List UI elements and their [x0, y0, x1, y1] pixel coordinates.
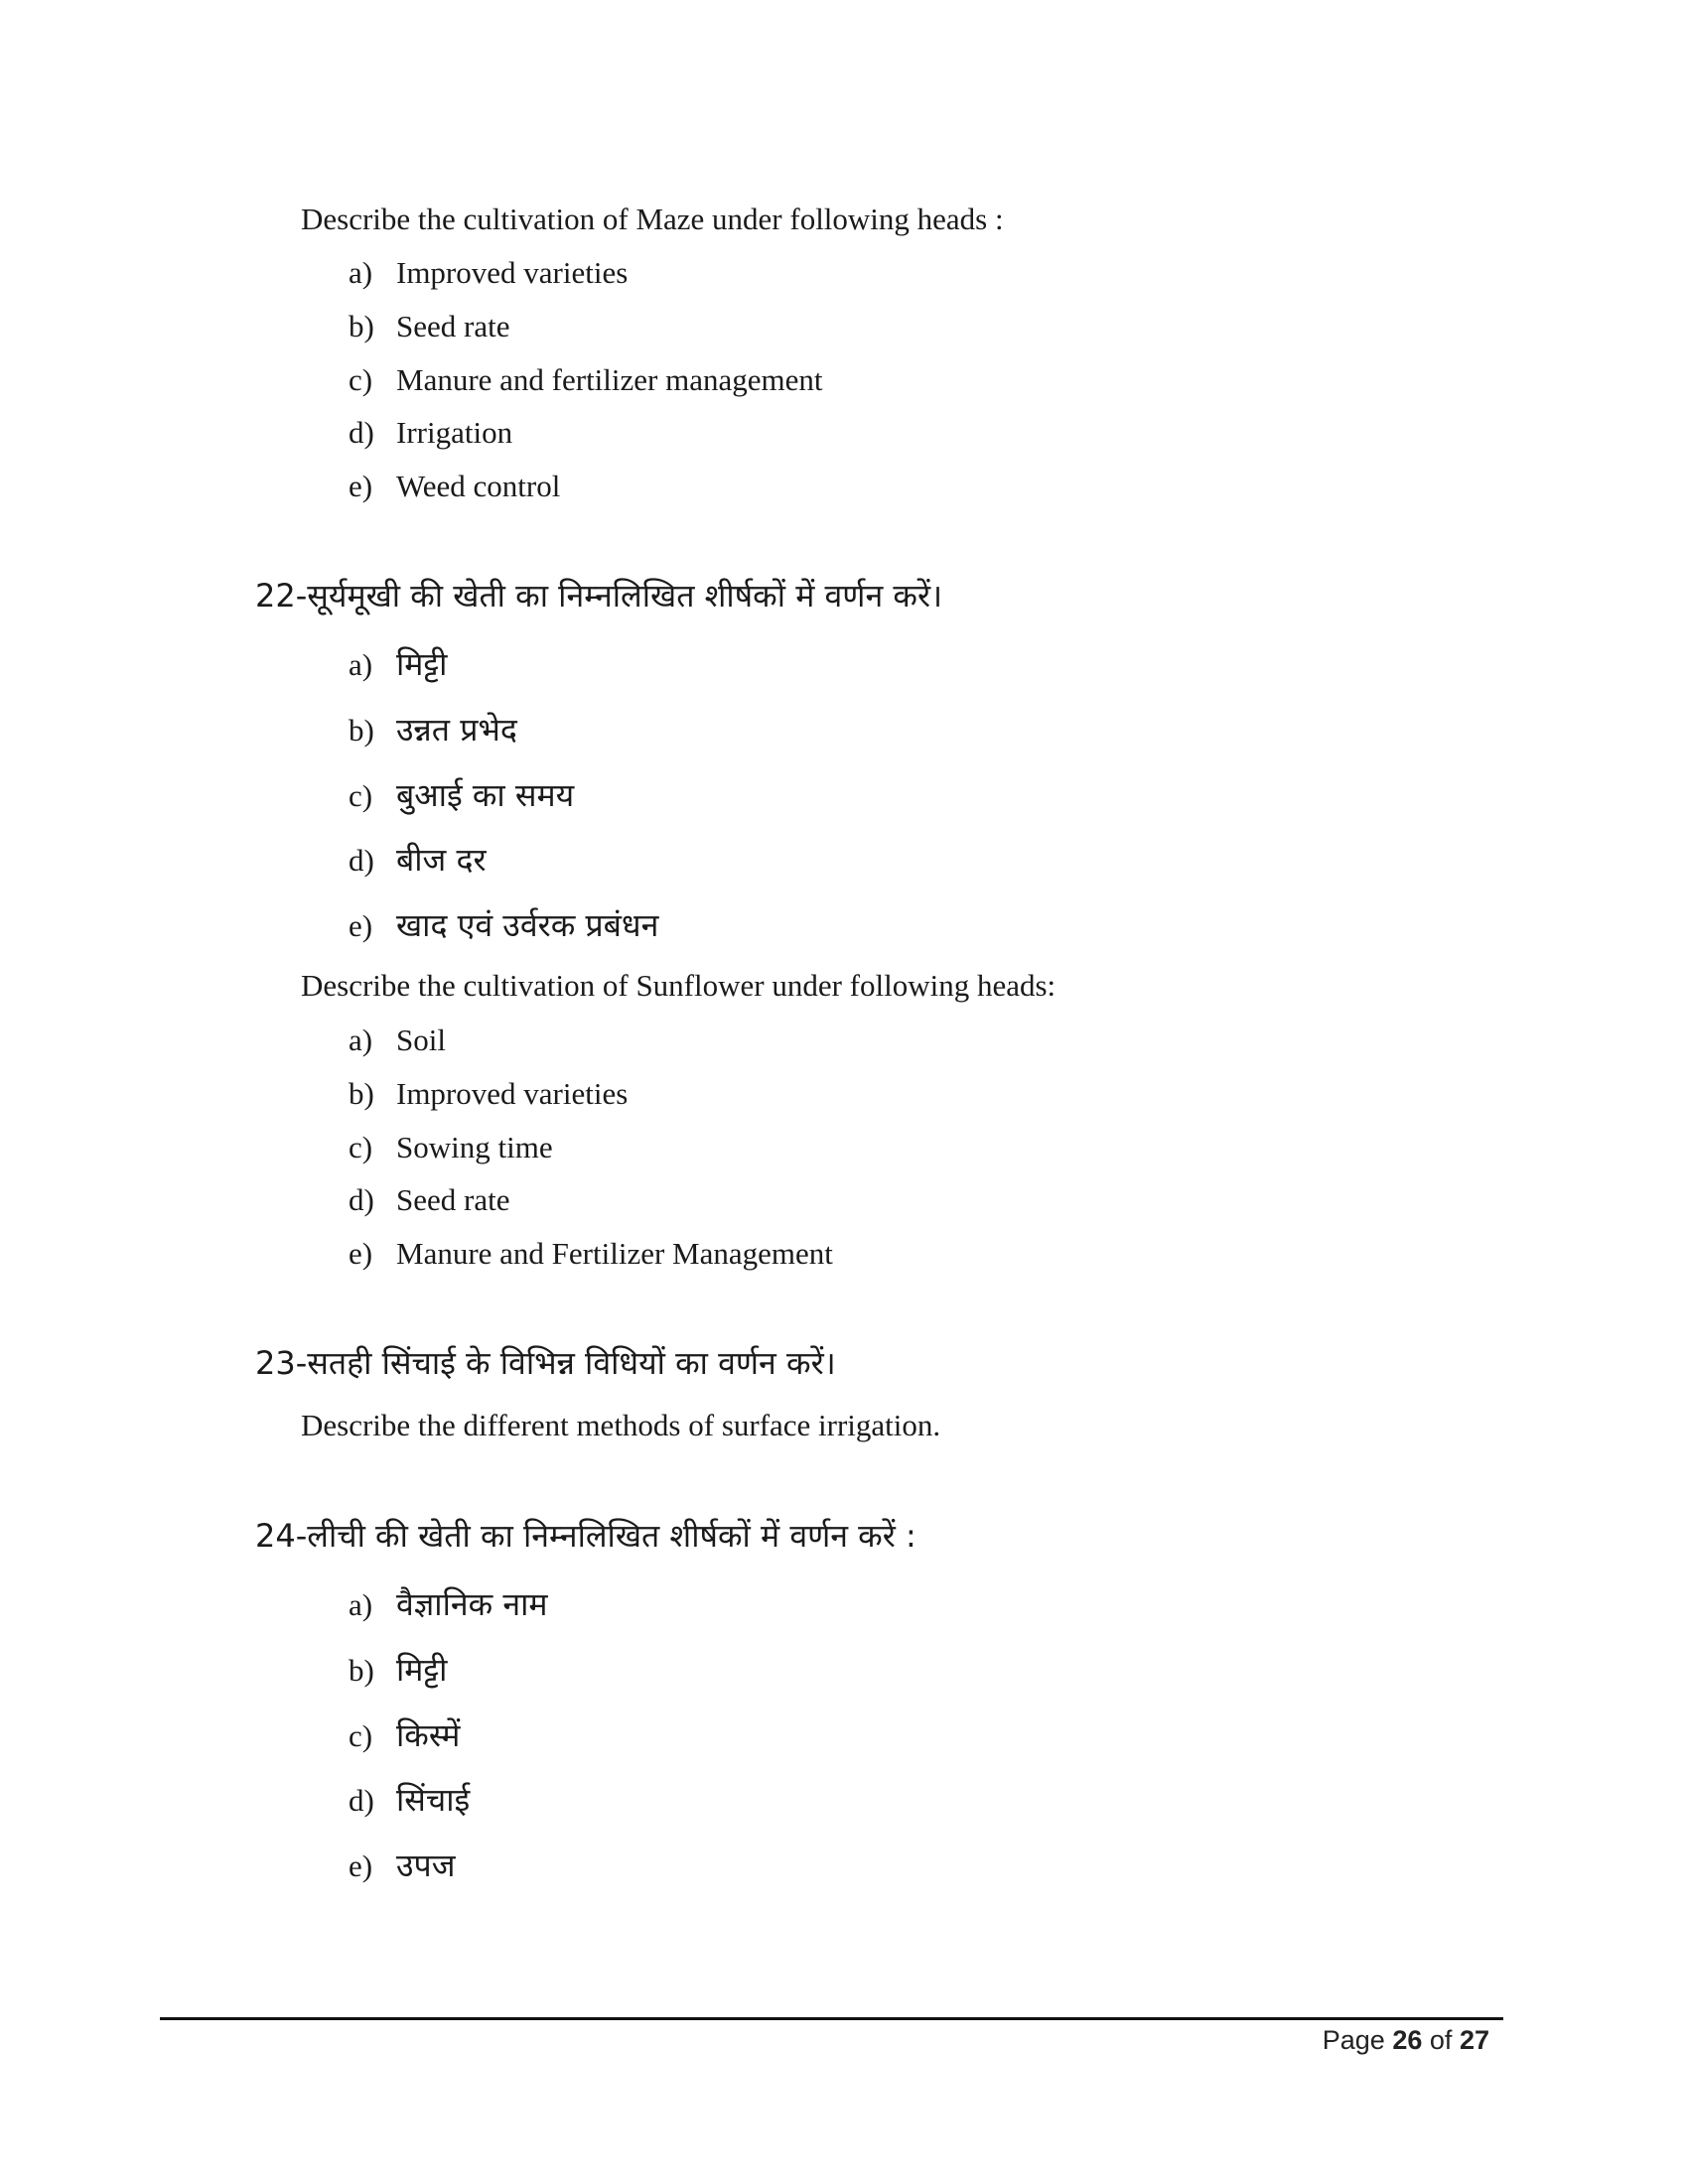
of-label: of: [1429, 2025, 1453, 2055]
list-item: b) उन्नत प्रभेद: [349, 711, 517, 749]
q23-title: 23-सतही सिंचाई के विभिन्न विधियों का वर्णन करें।: [255, 1344, 836, 1382]
list-item: b) Seed rate: [349, 309, 510, 343]
page-label: Page: [1322, 2025, 1385, 2055]
list-item: d) बीज दर: [349, 841, 487, 879]
list-item: e) खाद एवं उर्वरक प्रबंधन: [349, 906, 659, 944]
list-item: a) वैज्ञानिक नाम: [349, 1585, 548, 1623]
list-item: e) उपज: [349, 1846, 456, 1884]
page-number: [1323, 2025, 1489, 2056]
list-item: a) Soil: [349, 1023, 446, 1057]
list-item: a) Improved varieties: [349, 255, 629, 290]
q24-title: 24-लीची की खेती का निम्नलिखित शीर्षकों में वर्णन करें :: [255, 1517, 916, 1555]
list-item: d) सिंचाई: [349, 1781, 471, 1819]
q23-text-en: Describe the different methods of surface irrigation.: [301, 1408, 941, 1442]
q22-intro-en: Describe the cultivation of Sunflower under following heads:: [301, 968, 1056, 1003]
list-item: c) Manure and fertilizer management: [349, 362, 823, 397]
list-item: b) Improved varieties: [349, 1076, 629, 1111]
list-item: c) बुआई का समय: [349, 776, 575, 814]
q22-title: 22-सूर्यमूखी की खेती का निम्नलिखित शीर्षकों में वर्णन करें।: [255, 577, 943, 614]
list-item: e) Weed control: [349, 469, 561, 503]
current-page: 26: [1392, 2025, 1423, 2055]
list-item: d) Irrigation: [349, 415, 513, 450]
list-item: a) मिट्टी: [349, 645, 448, 683]
footer-rule: [160, 2017, 1503, 2020]
list-item: c) किस्में: [349, 1716, 461, 1754]
list-item: e) Manure and Fertilizer Management: [349, 1236, 833, 1271]
q21-intro: Describe the cultivation of Maze under following heads :: [301, 202, 1004, 236]
list-item: c) Sowing time: [349, 1130, 553, 1164]
total-pages: 27: [1459, 2025, 1489, 2055]
list-item: b) मिट्टी: [349, 1651, 448, 1689]
list-item: d) Seed rate: [349, 1182, 510, 1217]
